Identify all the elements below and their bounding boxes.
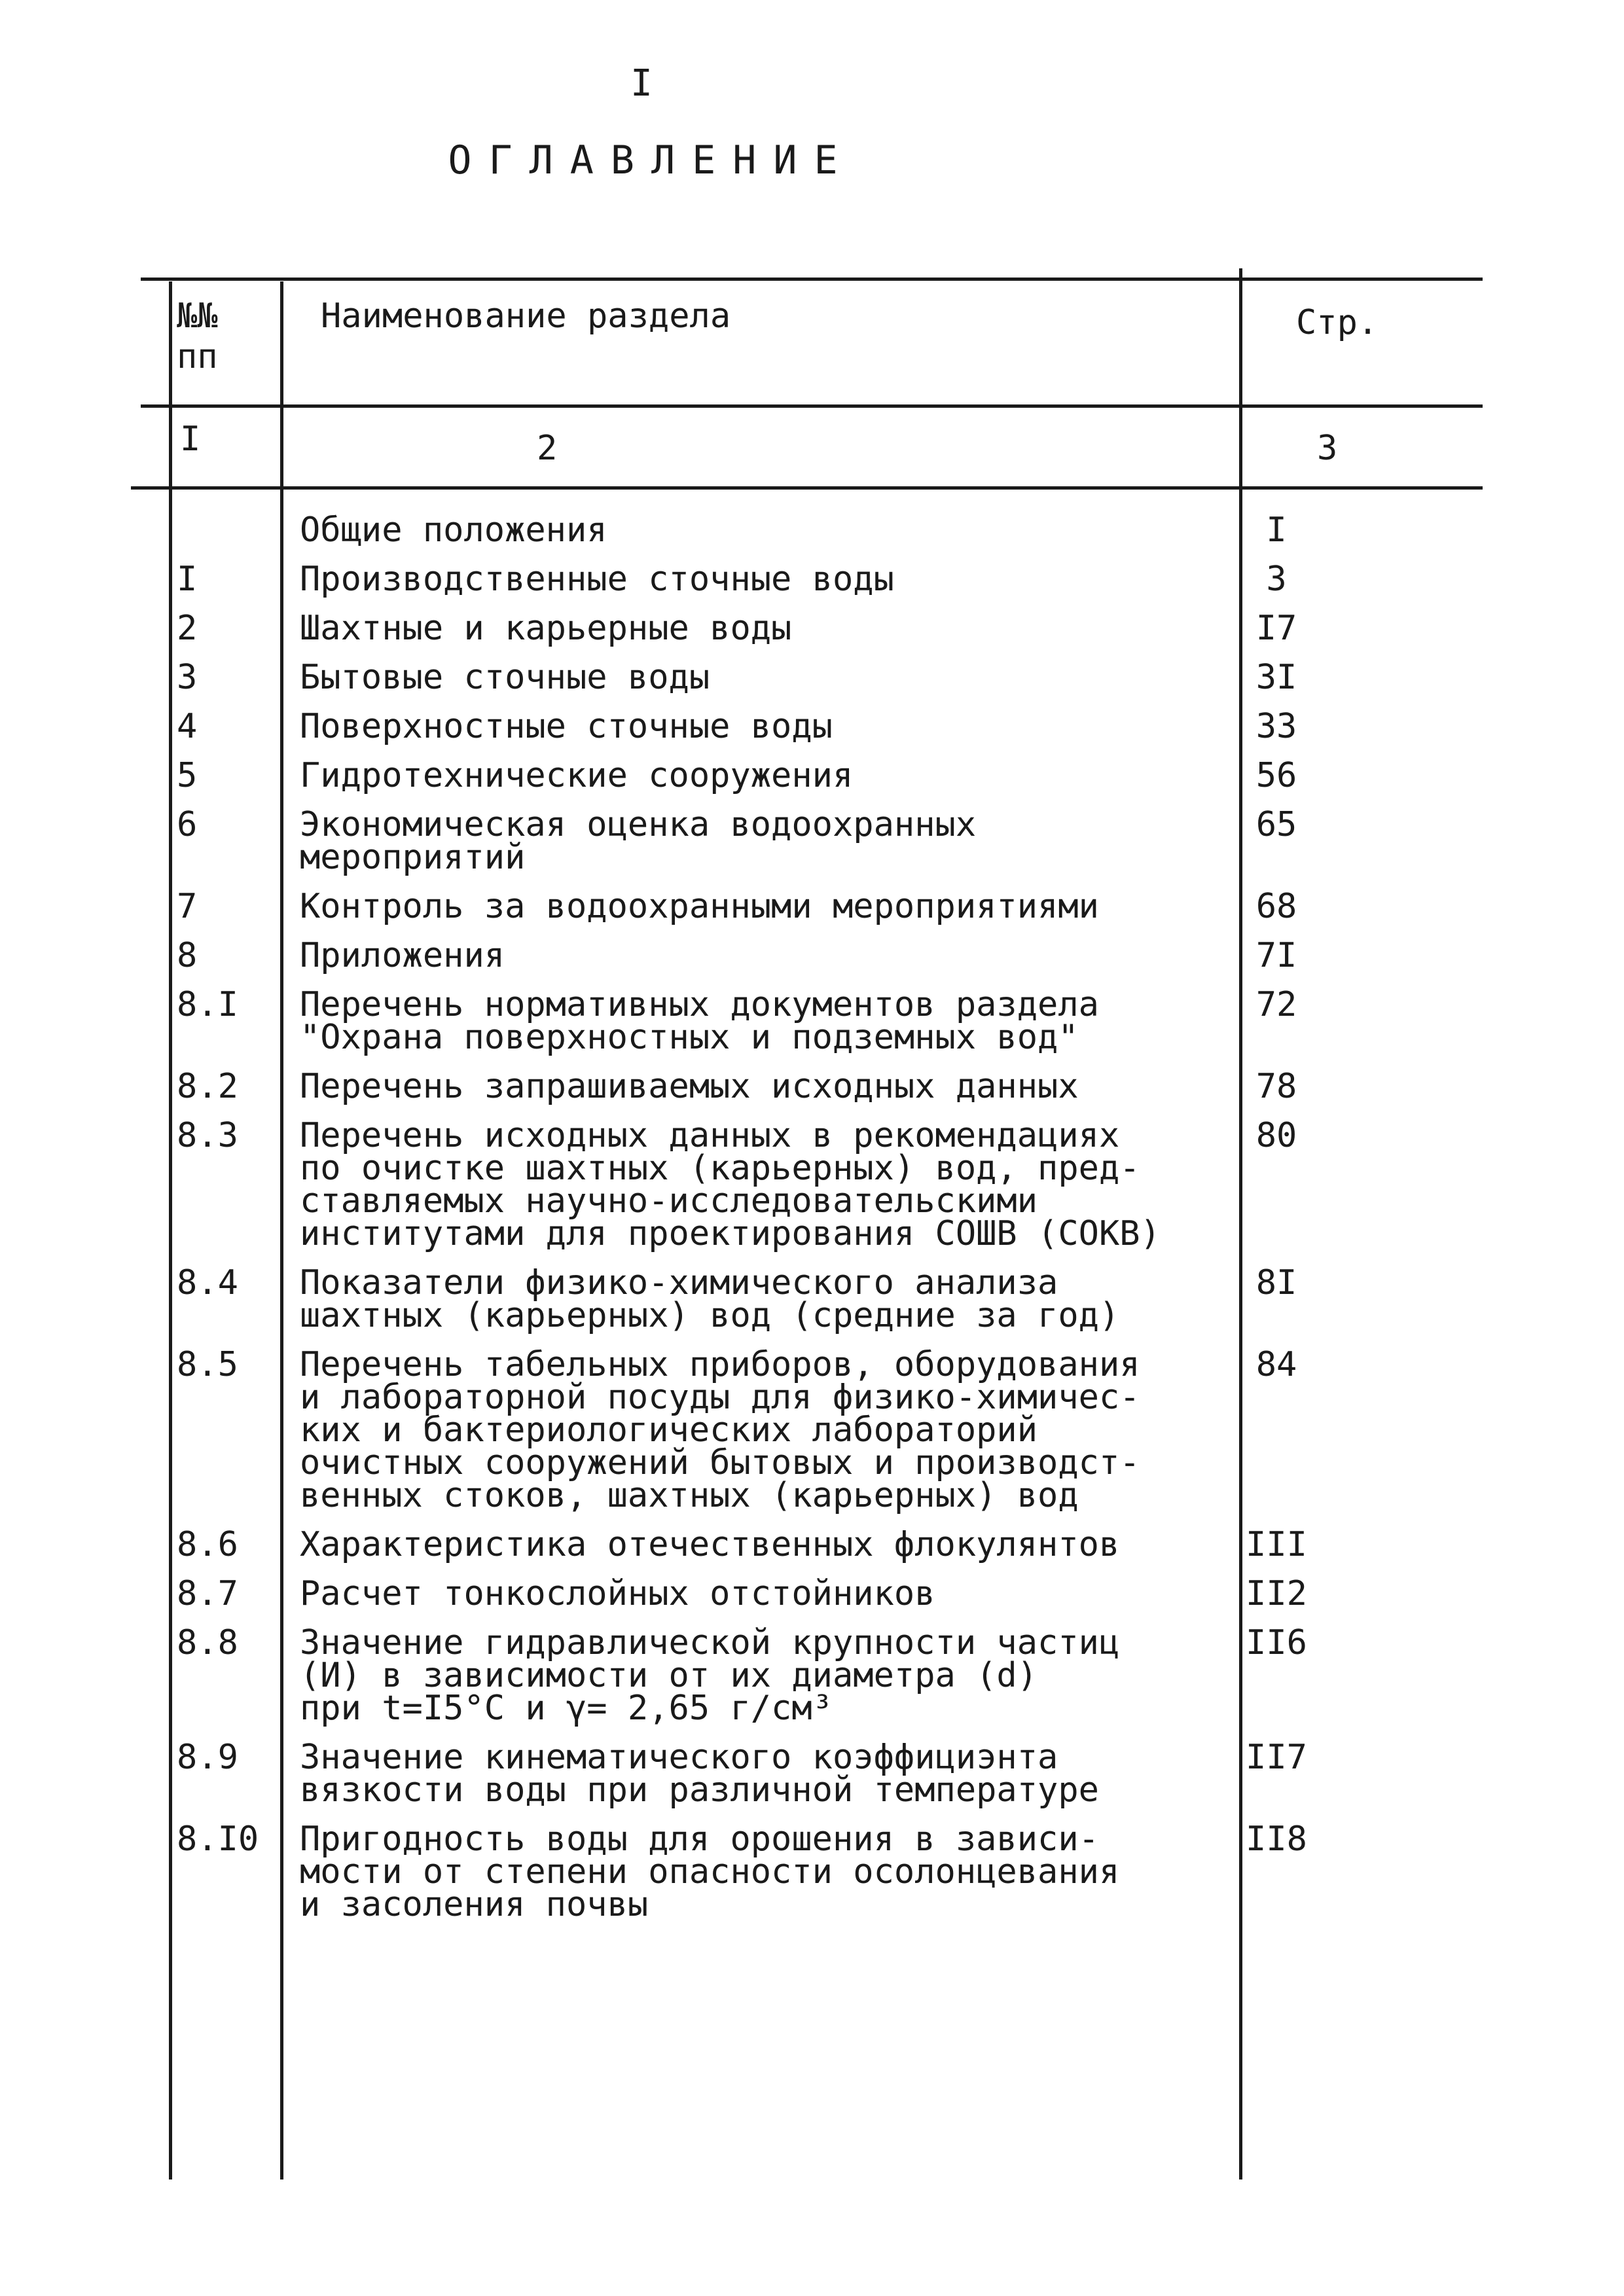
section-page: II2 — [1246, 1574, 1307, 1613]
section-page: 8I — [1255, 1263, 1297, 1302]
section-page: 56 — [1255, 756, 1297, 795]
section-title: Шахтные и карьерные воды — [300, 609, 792, 648]
column-number-2: 2 — [537, 429, 558, 468]
section-page: 80 — [1255, 1116, 1297, 1155]
page-number: I — [630, 62, 653, 105]
section-page: 65 — [1255, 805, 1297, 844]
section-number: 8.5 — [177, 1345, 238, 1384]
section-page: 3 — [1266, 560, 1287, 599]
section-page: I — [1266, 511, 1287, 550]
header-num: №№ пп — [177, 296, 218, 376]
section-number: 8.6 — [177, 1525, 238, 1564]
section-title: Приложения — [300, 936, 505, 975]
col2-divider-rule — [1239, 268, 1242, 2179]
section-number: 8.9 — [177, 1738, 238, 1777]
document-title: ОГЛАВЛЕНИЕ — [448, 137, 855, 183]
table-top-rule — [141, 278, 1483, 281]
column-number-3: 3 — [1317, 429, 1338, 468]
section-number: 5 — [177, 756, 198, 795]
section-number: 8.2 — [177, 1067, 238, 1106]
header-bottom-rule — [141, 404, 1483, 408]
section-number: 3 — [177, 658, 198, 697]
section-page: 7I — [1255, 936, 1297, 975]
section-title: Характеристика отечественных флокулянтов — [300, 1525, 1120, 1564]
section-title: Перечень табельных приборов, оборудования и лабораторной посуды для физико-химичес- ких и бактериологических лабораторий очистных сооружений бытовых и производст- венных стоков, шахтных (карьерных) вод — [300, 1345, 1140, 1515]
section-number: 8.3 — [177, 1116, 238, 1155]
section-title: Гидротехнические сооружения — [300, 756, 854, 795]
section-number: 8.I0 — [177, 1820, 259, 1859]
section-title: Производственные сточные воды — [300, 560, 894, 599]
col1-divider-rule — [280, 281, 283, 2179]
section-number: 4 — [177, 707, 198, 746]
section-title: Показатели физико-химического анализа шахтных (карьерных) вод (средние за год) — [300, 1263, 1120, 1335]
section-title: Перечень запрашиваемых исходных данных — [300, 1067, 1079, 1106]
header-page: Стр. — [1296, 303, 1379, 342]
section-page: II8 — [1246, 1820, 1307, 1859]
section-title: Значение гидравлической крупности частиц (И) в зависимости от их диаметра (d) при t=I5°C и γ= 2,65 г/см³ — [300, 1623, 1120, 1728]
section-title: Пригодность воды для орошения в зависи- мости от степени опасности осолонцевания и засоления почвы — [300, 1820, 1120, 1924]
section-page: 72 — [1255, 985, 1297, 1024]
section-page: III — [1246, 1525, 1307, 1564]
section-number: 8.7 — [177, 1574, 238, 1613]
section-title: Перечень исходных данных в рекомендациях по очистке шахтных (карьерных) вод, пред- ставляемых научно-исследовательскими институтами для проектирования СОШВ (СОКВ) — [300, 1116, 1161, 1253]
section-page: I7 — [1255, 609, 1297, 648]
column-number-1: I — [180, 420, 201, 459]
section-page: II7 — [1246, 1738, 1307, 1777]
section-number: 8.I — [177, 985, 238, 1024]
header-name: Наименование раздела — [321, 296, 731, 336]
section-page: 84 — [1255, 1345, 1297, 1384]
section-title: Общие положения — [300, 511, 607, 550]
section-number: 6 — [177, 805, 198, 844]
section-page: II6 — [1246, 1623, 1307, 1662]
section-page: 78 — [1255, 1067, 1297, 1106]
section-number: 7 — [177, 887, 198, 926]
section-title: Контроль за водоохранными мероприятиями — [300, 887, 1099, 926]
section-page: 3I — [1255, 658, 1297, 697]
section-title: Значение кинематического коэффициэнта вязкости воды при различной температуре — [300, 1738, 1099, 1810]
left-border-rule — [169, 281, 172, 2179]
section-page: 68 — [1255, 887, 1297, 926]
section-title: Перечень нормативных документов раздела "Охрана поверхностных и подземных вод" — [300, 985, 1099, 1057]
section-title: Экономическая оценка водоохранных мероприятий — [300, 805, 977, 877]
section-number: 2 — [177, 609, 198, 648]
section-number: I — [177, 560, 198, 599]
section-number: 8 — [177, 936, 198, 975]
section-title: Расчет тонкослойных отстойников — [300, 1574, 935, 1613]
section-number: 8.4 — [177, 1263, 238, 1302]
column-numbers-bottom-rule — [131, 486, 1483, 490]
section-title: Поверхностные сточные воды — [300, 707, 833, 746]
section-title: Бытовые сточные воды — [300, 658, 710, 697]
section-page: 33 — [1255, 707, 1297, 746]
section-number: 8.8 — [177, 1623, 238, 1662]
